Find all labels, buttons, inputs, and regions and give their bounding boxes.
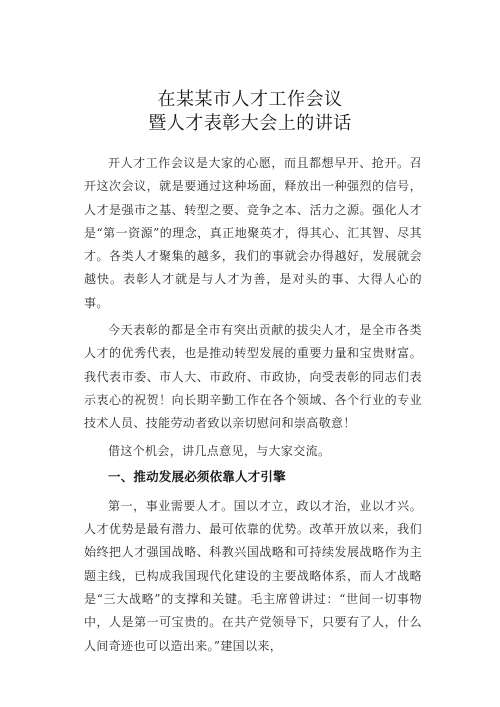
paragraph-section-1: 第一，事业需要人才。国以才立，政以才治，业以才兴。人才优势是最有潜力、最可依靠的优势。改革开放以来，我们始终把人才强国战略、科教兴国战略和可持续发展战略作为主题主线，已构成我国现代化建设的主要战略体系，而人才战略是“三大战略”的支撑和关键。毛主席曾讲过：“世间一切事物中，人是第一可宝贵的。在共产党领导下，只要有了人，什么人间奇迹也可以造出来。”建国以来， — [84, 498, 422, 653]
document-body — [84, 152, 422, 662]
paragraph-transition: 借这个机会，讲几点意见，与大家交流。 — [108, 443, 331, 458]
section-heading-1: 一、推动发展必须依靠人才引擎 — [108, 468, 286, 484]
paragraph-intro: 开人才工作会议是大家的心愿，而且都想早开、抢开。召开这次会议，就是要通过这种场面，释放出一种强烈的信号，人才是强市之基、转型之要、竞争之本、活力之源。强化人才是“第一资源”的理念，真正地聚英才，得其心、汇其智、尽其才。各类人才聚集的越多，我们的事就会办得越好，发展就会越快。表彰人才就是与人才为善，是对头的事、大得人心的事。 — [84, 156, 422, 310]
document-title — [0, 88, 500, 136]
title-line-2: 暨人才表彰大会上的讲话 — [148, 113, 352, 134]
title-line-1: 在某某市人才工作会议 — [157, 89, 343, 110]
paragraph-commendation: 今天表彰的都是全市有突出贡献的拔尖人才，是全市各类人才的优秀代表，也是推动转型发展的重要力量和宝贵财富。我代表市委、市人大、市政府、市政协，向受表彰的同志们表示衷心的祝贺！向长期辛勤工作在各个领域、各个行业的专业技术人员、技能劳动者致以亲切慰问和崇高敬意！ — [84, 323, 422, 431]
